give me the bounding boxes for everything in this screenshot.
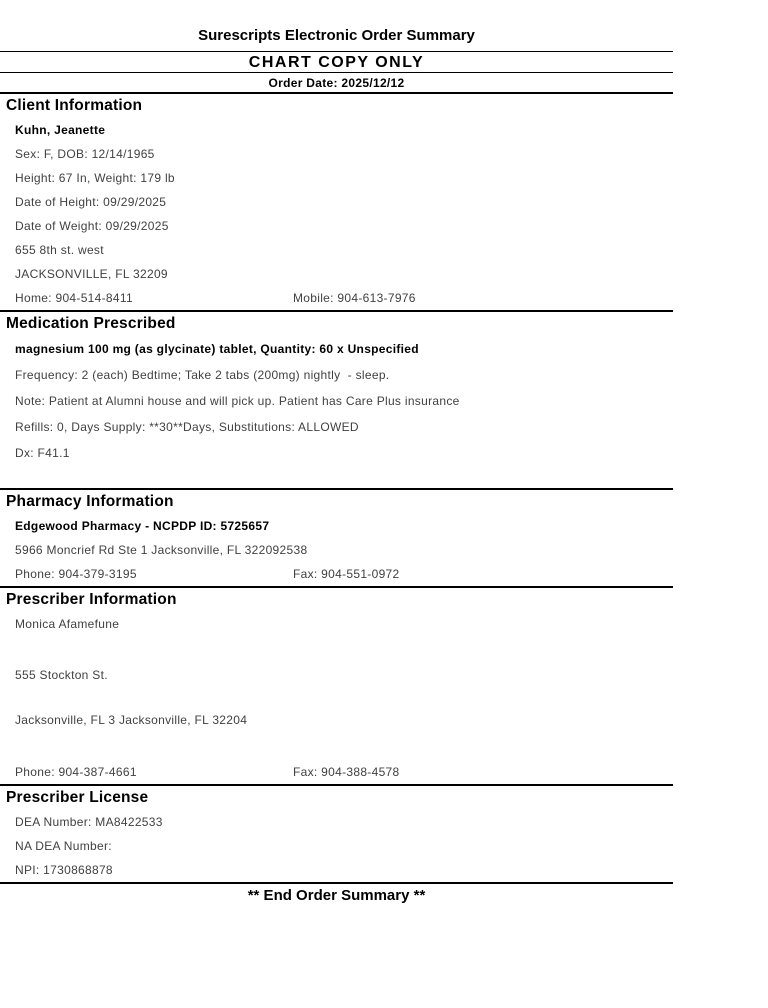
client-mobile-phone: Mobile: 904-613-7976 [293, 291, 416, 305]
medication-prescribed-section [0, 310, 673, 488]
section-title-prescriber-information: Prescriber Information [6, 591, 177, 608]
client-phone-row [0, 286, 673, 310]
client-sex-dob: Sex: F, DOB: 12/14/1965 [15, 147, 155, 161]
section-title-medication-prescribed: Medication Prescribed [6, 315, 176, 332]
medication-note: Note: Patient at Alumni house and will pick up. Patient has Care Plus insurance [15, 394, 460, 408]
document-title: Surescripts Electronic Order Summary [0, 0, 673, 52]
section-title-prescriber-license: Prescriber License [6, 789, 149, 806]
pharmacy-fax: Fax: 904-551-0972 [293, 567, 400, 581]
prescriber-phone: Phone: 904-387-4661 [15, 765, 137, 779]
prescriber-name: Monica Afamefune [15, 617, 120, 631]
section-title-client-information: Client Information [6, 97, 143, 114]
medication-drug: magnesium 100 mg (as glycinate) tablet, Quantity: 60 x Unspecified [15, 342, 419, 356]
pharmacy-phone: Phone: 904-379-3195 [15, 567, 137, 581]
license-na-dea-number: NA DEA Number: [15, 839, 112, 853]
prescriber-address-line1: 555 Stockton St. [15, 668, 108, 682]
medication-frequency: Frequency: 2 (each) Bedtime; Take 2 tabs (200mg) nightly - sleep. [15, 368, 390, 382]
client-date-of-weight: Date of Weight: 09/29/2025 [15, 219, 169, 233]
order-date: Order Date: 2025/12/12 [0, 73, 673, 94]
end-order-summary: ** End Order Summary ** [247, 887, 426, 904]
license-npi: NPI: 1730868878 [15, 863, 113, 877]
prescriber-fax: Fax: 904-388-4578 [293, 765, 400, 779]
pharmacy-information-section [0, 488, 673, 586]
prescriber-address [0, 636, 673, 760]
client-information-section [0, 94, 673, 310]
pharmacy-name-ncpdp: Edgewood Pharmacy - NCPDP ID: 5725657 [15, 519, 270, 533]
client-address-line1: 655 8th st. west [15, 243, 104, 257]
license-dea-number: DEA Number: MA8422533 [15, 815, 163, 829]
prescriber-license-section [0, 784, 673, 882]
medication-dx: Dx: F41.1 [15, 446, 70, 460]
pharmacy-phone-row [0, 562, 673, 586]
section-title-pharmacy-information: Pharmacy Information [6, 493, 174, 510]
prescriber-information-section [0, 586, 673, 784]
prescriber-address-line2: Jacksonville, FL 3 Jacksonville, FL 32204 [15, 713, 248, 727]
pharmacy-address: 5966 Moncrief Rd Ste 1 Jacksonville, FL 322092538 [15, 543, 308, 557]
chart-copy-banner: CHART COPY ONLY [0, 52, 673, 73]
prescriber-phone-row [0, 760, 673, 784]
client-home-phone: Home: 904-514-8411 [15, 291, 133, 305]
client-height-weight: Height: 67 In, Weight: 179 lb [15, 171, 175, 185]
client-address-line2: JACKSONVILLE, FL 32209 [15, 267, 168, 281]
client-date-of-height: Date of Height: 09/29/2025 [15, 195, 167, 209]
medication-refills: Refills: 0, Days Supply: **30**Days, Substitutions: ALLOWED [15, 420, 359, 434]
client-name: Kuhn, Jeanette [15, 123, 106, 137]
